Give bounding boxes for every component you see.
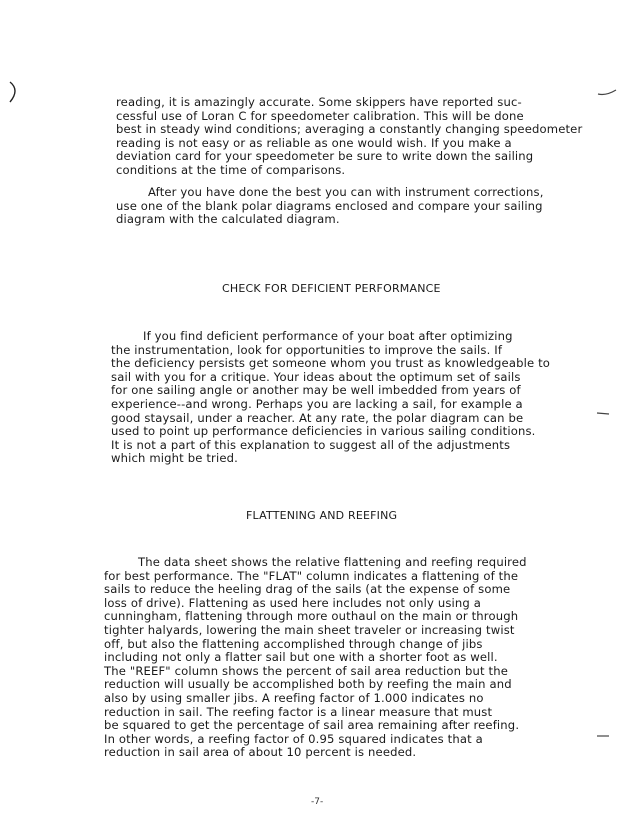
text-line: also by using smaller jibs. A reefing factor of 1.000 indicates no bbox=[104, 690, 484, 705]
text-line: reading is not easy or as reliable as one would wish. If you make a bbox=[116, 135, 512, 150]
binding-mark bbox=[6, 80, 22, 104]
margin-tick bbox=[596, 88, 618, 98]
text-line: for best performance. The "FLAT" column indicates a flattening of the bbox=[104, 568, 519, 583]
text-line: reading, it is amazingly accurate. Some skippers have reported suc- bbox=[116, 95, 522, 109]
text-line: best in steady wind conditions; averaging a constantly changing speedometer bbox=[116, 122, 583, 137]
section-heading-deficient-performance: CHECK FOR DEFICIENT PERFORMANCE bbox=[222, 282, 441, 295]
text-line: The data sheet shows the relative flattening and reefing required bbox=[138, 555, 527, 569]
text-line: reduction in sail area of about 10 percent is needed. bbox=[104, 745, 417, 760]
text-line: sail with you for a critique. Your ideas about the optimum set of sails bbox=[111, 369, 521, 384]
text-line: diagram with the calculated diagram. bbox=[116, 212, 340, 227]
text-line: reduction in sail. The reefing factor is a linear measure that must bbox=[104, 704, 493, 719]
text-line: The "REEF" column shows the percent of sail area reduction but the bbox=[104, 663, 508, 678]
text-line: cunningham, flattening through more outhaul on the main or through bbox=[104, 609, 519, 624]
text-line: including not only a flatter sail but one with a shorter foot as well. bbox=[104, 650, 498, 665]
text-line: conditions at the time of comparisons. bbox=[116, 162, 346, 177]
paragraph-calibration bbox=[116, 96, 582, 178]
section-heading-flattening-reefing: FLATTENING AND REEFING bbox=[246, 509, 398, 522]
paragraph-polar-diagram bbox=[116, 186, 544, 227]
text-line: for one sailing angle or another may be well imbedded from years of bbox=[111, 383, 521, 398]
text-line: be squared to get the percentage of sail area remaining after reefing. bbox=[104, 718, 520, 733]
text-line: reduction will usually be accomplished both by reefing the main and bbox=[104, 677, 512, 692]
text-line: the instrumentation, look for opportunities to improve the sails. If bbox=[111, 342, 503, 357]
text-line: If you find deficient performance of your boat after optimizing bbox=[143, 329, 513, 343]
text-line: After you have done the best you can with instrument corrections, bbox=[148, 185, 544, 199]
text-line: cessful use of Loran C for speedometer calibration. This will be done bbox=[116, 108, 524, 123]
text-line: experience--and wrong. Perhaps you are lacking a sail, for example a bbox=[111, 396, 523, 411]
text-line: In other words, a reefing factor of 0.95 squared indicates that a bbox=[104, 731, 483, 746]
margin-tick bbox=[596, 733, 610, 739]
text-line: off, but also the flattening accomplished through change of jibs bbox=[104, 636, 483, 651]
margin-tick bbox=[596, 410, 610, 416]
text-line: deviation card for your speedometer be sure to write down the sailing bbox=[116, 149, 534, 164]
paragraph-deficient-performance bbox=[111, 330, 550, 466]
text-line: used to point up performance deficiencies in various sailing conditions. bbox=[111, 424, 536, 439]
text-line: the deficiency persists get someone whom you trust as knowledgeable to bbox=[111, 356, 551, 371]
text-line: which might be tried. bbox=[111, 451, 238, 466]
text-line: tighter halyards, lowering the main sheet traveler or increasing twist bbox=[104, 622, 515, 637]
text-line: It is not a part of this explanation to suggest all of the adjustments bbox=[111, 437, 511, 452]
text-line: sails to reduce the heeling drag of the sails (at the expense of some bbox=[104, 582, 511, 597]
text-line: use one of the blank polar diagrams enclosed and compare your sailing bbox=[116, 198, 543, 213]
text-line: loss of drive). Flattening as used here includes not only using a bbox=[104, 595, 482, 610]
page-number: -7- bbox=[311, 797, 324, 807]
text-line: good staysail, under a reacher. At any rate, the polar diagram can be bbox=[111, 410, 524, 425]
paragraph-flattening-reefing bbox=[104, 556, 527, 760]
